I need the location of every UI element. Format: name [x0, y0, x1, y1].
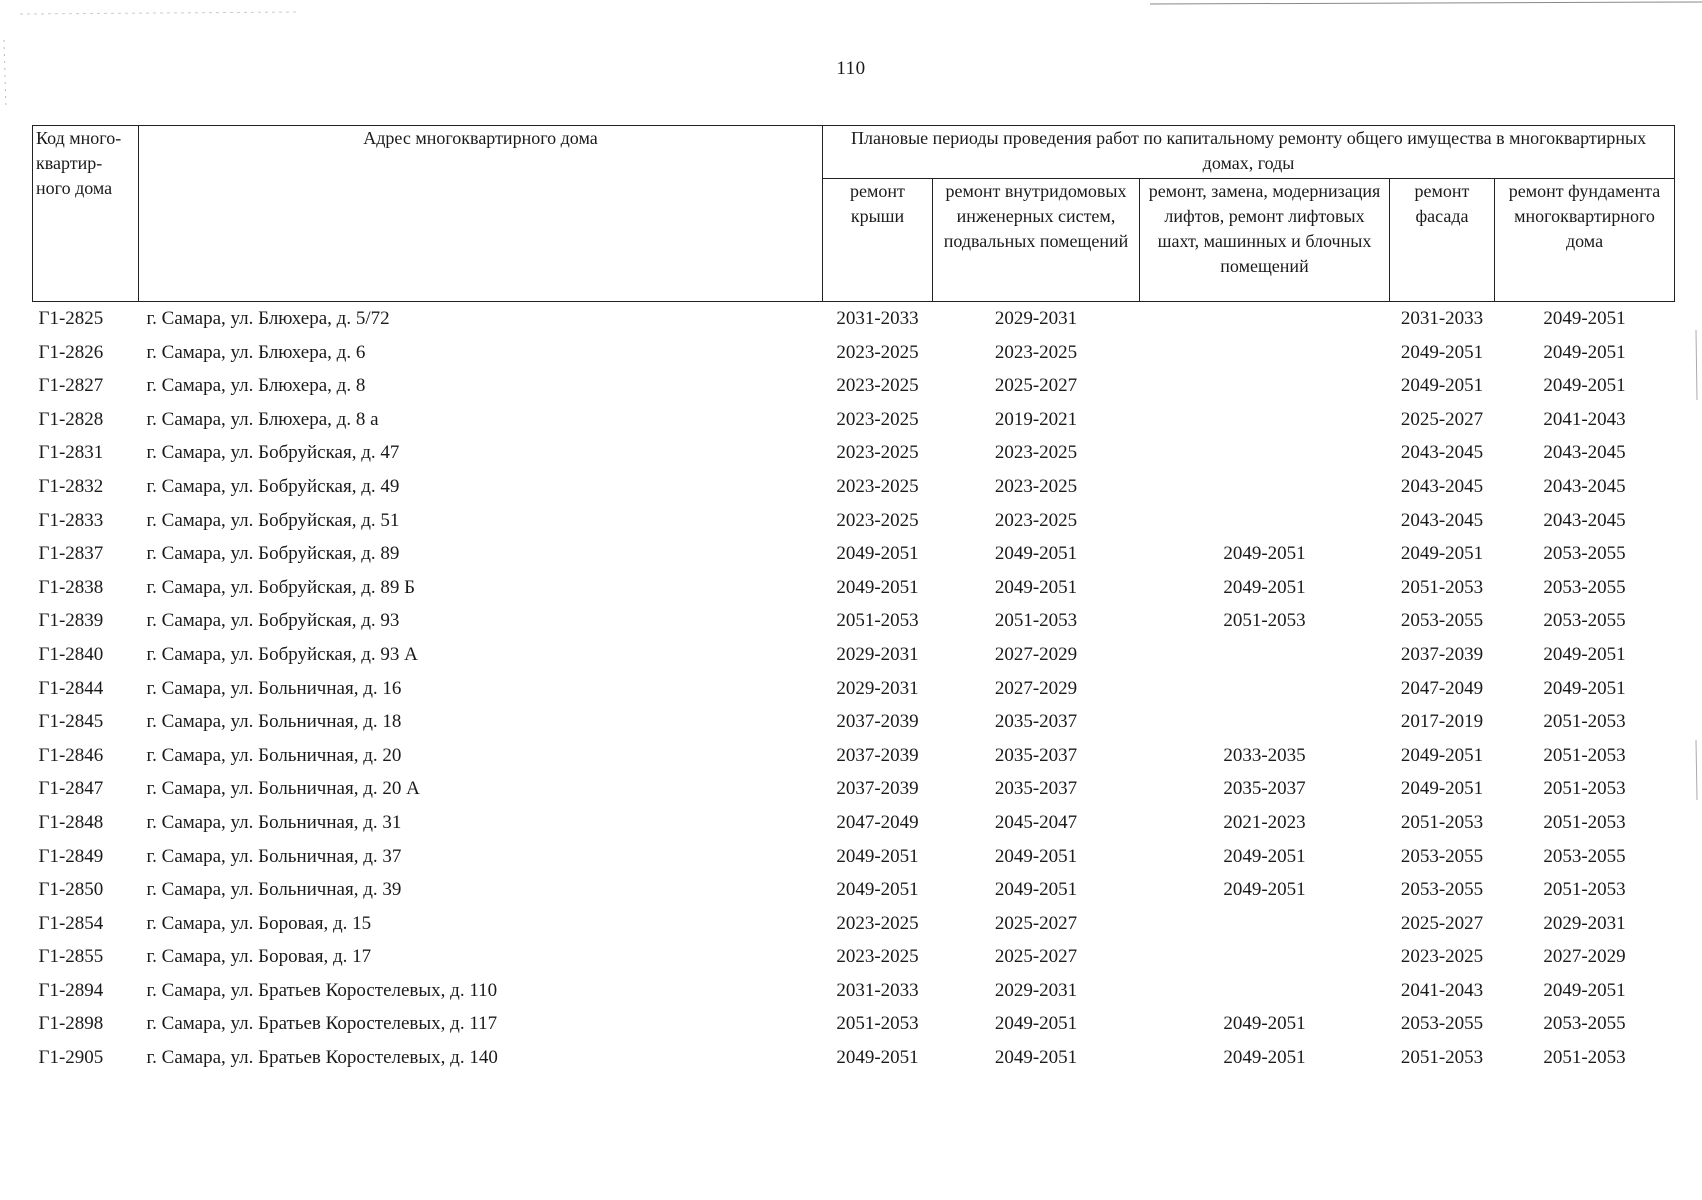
cell-facade: 2025-2027: [1400, 912, 1484, 934]
cell-roof: 2023-2025: [836, 442, 919, 464]
cell-roof: 2037-2039: [836, 778, 919, 800]
cell-facade: 2053-2055: [1400, 879, 1484, 901]
cell-engineering: 2023-2025: [994, 442, 1078, 464]
cell-roof: 2051-2053: [836, 1013, 919, 1035]
cell-engineering: 2049-2051: [994, 576, 1078, 598]
cell-address: г. Самара, ул. Братьев Коростелевых, д. 140: [146, 1047, 498, 1069]
cell-roof: 2023-2025: [836, 509, 919, 531]
cell-elevators: [1140, 302, 1390, 336]
cell-foundation: 2053-2055: [1543, 543, 1626, 565]
cell-facade: 2053-2055: [1400, 1013, 1484, 1035]
cell-foundation: 2049-2051: [1543, 643, 1626, 665]
cell-facade: 2049-2051: [1400, 375, 1484, 397]
cell-elevators: [1140, 705, 1390, 739]
cell-address: г. Самара, ул. Больничная, д. 31: [146, 811, 402, 833]
cell-roof: 2023-2025: [836, 408, 919, 430]
table-row: [33, 705, 1675, 739]
header-engineering: ремонт внутридомовых инженерных систем, подвальных помещений: [933, 179, 1140, 302]
cell-facade: 2051-2053: [1400, 1047, 1484, 1069]
cell-engineering: 2027-2029: [994, 643, 1078, 665]
cell-roof: 2023-2025: [836, 946, 919, 968]
cell-address: г. Самара, ул. Больничная, д. 18: [146, 711, 402, 733]
cell-foundation: 2051-2053: [1543, 811, 1626, 833]
table-row: [33, 302, 1675, 336]
cell-elevators: [1140, 504, 1390, 538]
cell-foundation: 2043-2045: [1543, 509, 1626, 531]
cell-code: Г1-2855: [38, 946, 104, 968]
cell-roof: 2037-2039: [836, 744, 919, 766]
cell-code: Г1-2828: [38, 408, 104, 430]
cell-facade: 2051-2053: [1400, 811, 1484, 833]
cell-code: Г1-2844: [38, 677, 104, 699]
cell-engineering: 2029-2031: [994, 308, 1078, 329]
table-row: [33, 739, 1675, 773]
cell-address: г. Самара, ул. Бобруйская, д. 51: [146, 509, 400, 531]
cell-code: Г1-2839: [38, 610, 104, 632]
table-body: [33, 302, 1675, 1075]
header-code: Код много-квартир-ного дома: [33, 126, 139, 302]
table-row: [33, 403, 1675, 437]
cell-facade: 2053-2055: [1400, 610, 1484, 632]
cell-facade: 2049-2051: [1400, 341, 1484, 363]
cell-engineering: 2023-2025: [994, 509, 1078, 531]
table-header: [33, 126, 1675, 302]
cell-elevators: 2033-2035: [1223, 744, 1306, 766]
cell-address: г. Самара, ул. Бобруйская, д. 89 Б: [146, 576, 416, 598]
cell-foundation: 2049-2051: [1543, 308, 1626, 329]
cell-elevators: 2049-2051: [1223, 543, 1306, 565]
table-row: [33, 336, 1675, 370]
cell-foundation: 2053-2055: [1543, 576, 1626, 598]
cell-facade: 2023-2025: [1400, 946, 1484, 968]
cell-foundation: 2051-2053: [1543, 711, 1626, 733]
cell-foundation: 2051-2053: [1543, 778, 1626, 800]
table-row: [33, 940, 1675, 974]
table-row: [33, 873, 1675, 907]
cell-foundation: 2053-2055: [1543, 610, 1626, 632]
cell-engineering: 2049-2051: [994, 1047, 1078, 1069]
cell-foundation: 2049-2051: [1543, 979, 1626, 1001]
cell-engineering: 2051-2053: [994, 610, 1078, 632]
cell-foundation: 2051-2053: [1543, 1047, 1626, 1069]
cell-roof: 2031-2033: [836, 979, 919, 1001]
cell-code: Г1-2833: [38, 509, 104, 531]
cell-code: Г1-2848: [38, 811, 104, 833]
page-number: 110: [836, 58, 866, 79]
cell-elevators: [1140, 940, 1390, 974]
header-planned-periods: Плановые периоды проведения работ по капитальному ремонту общего имущества в многоквартирных домах, годы: [823, 126, 1675, 179]
cell-code: Г1-2894: [38, 979, 104, 1001]
cell-roof: 2049-2051: [836, 543, 919, 565]
cell-foundation: 2053-2055: [1543, 1013, 1626, 1035]
cell-facade: 2049-2051: [1400, 744, 1484, 766]
cell-roof: 2023-2025: [836, 912, 919, 934]
cell-elevators: [1140, 672, 1390, 706]
header-elevators: ремонт, замена, модернизация лифтов, ремонт лифтовых шахт, машинных и блочных помещений: [1140, 179, 1390, 302]
cell-engineering: 2025-2027: [994, 912, 1078, 934]
table-row: [33, 672, 1675, 706]
cell-address: г. Самара, ул. Больничная, д. 39: [146, 879, 402, 901]
cell-facade: 2037-2039: [1400, 643, 1484, 665]
cell-facade: 2025-2027: [1400, 408, 1484, 430]
cell-roof: 2023-2025: [836, 341, 919, 363]
table-row: [33, 604, 1675, 638]
cell-address: г. Самара, ул. Больничная, д. 20 А: [146, 778, 420, 800]
cell-facade: 2049-2051: [1400, 543, 1484, 565]
cell-address: г. Самара, ул. Бобруйская, д. 89: [146, 543, 400, 565]
table-row: [33, 571, 1675, 605]
table-row: [33, 1007, 1675, 1041]
cell-engineering: 2049-2051: [994, 543, 1078, 565]
cell-elevators: 2021-2023: [1223, 811, 1306, 833]
table-row: [33, 840, 1675, 874]
cell-code: Г1-2838: [38, 576, 104, 598]
cell-engineering: 2023-2025: [994, 475, 1078, 497]
table-row: [33, 806, 1675, 840]
cell-elevators: [1140, 336, 1390, 370]
cell-address: г. Самара, ул. Больничная, д. 37: [146, 845, 402, 867]
cell-code: Г1-2854: [38, 912, 104, 934]
cell-elevators: [1140, 907, 1390, 941]
cell-engineering: 2035-2037: [994, 778, 1078, 800]
cell-address: г. Самара, ул. Блюхера, д. 8 а: [146, 408, 379, 430]
cell-foundation: 2027-2029: [1543, 946, 1626, 968]
cell-code: Г1-2827: [38, 375, 104, 397]
cell-engineering: 2049-2051: [994, 1013, 1078, 1035]
cell-code: Г1-2832: [38, 475, 104, 497]
cell-foundation: 2053-2055: [1543, 845, 1626, 867]
header-address: Адрес многоквартирного дома: [139, 126, 823, 302]
cell-foundation: 2049-2051: [1543, 375, 1626, 397]
table-row: [33, 537, 1675, 571]
cell-elevators: [1140, 436, 1390, 470]
cell-facade: 2017-2019: [1400, 711, 1484, 733]
cell-foundation: 2051-2053: [1543, 879, 1626, 901]
table-row: [33, 907, 1675, 941]
cell-facade: 2043-2045: [1400, 442, 1484, 464]
cell-code: Г1-2847: [38, 778, 104, 800]
table-row: [33, 470, 1675, 504]
cell-engineering: 2029-2031: [994, 979, 1078, 1001]
table-row: [33, 1041, 1675, 1075]
header-foundation: ремонт фундамента многоквартирного дома: [1495, 179, 1675, 302]
cell-engineering: 2019-2021: [994, 408, 1078, 430]
cell-code: Г1-2825: [38, 308, 104, 329]
cell-address: г. Самара, ул. Больничная, д. 20: [146, 744, 402, 766]
capital-repair-schedule-table: [32, 125, 1675, 1075]
cell-foundation: 2029-2031: [1543, 912, 1626, 934]
cell-roof: 2049-2051: [836, 1047, 919, 1069]
cell-roof: 2031-2033: [836, 308, 919, 329]
header-roof: ремонт крыши: [823, 179, 933, 302]
cell-elevators: [1140, 638, 1390, 672]
cell-elevators: [1140, 369, 1390, 403]
cell-facade: 2041-2043: [1400, 979, 1484, 1001]
cell-roof: 2051-2053: [836, 610, 919, 632]
cell-engineering: 2025-2027: [994, 375, 1078, 397]
cell-engineering: 2025-2027: [994, 946, 1078, 968]
cell-facade: 2049-2051: [1400, 778, 1484, 800]
cell-code: Г1-2898: [38, 1013, 104, 1035]
cell-address: г. Самара, ул. Больничная, д. 16: [146, 677, 402, 699]
cell-roof: 2047-2049: [836, 811, 919, 833]
cell-facade: 2031-2033: [1400, 308, 1484, 329]
cell-address: г. Самара, ул. Боровая, д. 17: [146, 946, 372, 968]
table-row: [33, 772, 1675, 806]
cell-roof: 2049-2051: [836, 879, 919, 901]
cell-address: г. Самара, ул. Братьев Коростелевых, д. 110: [146, 979, 498, 1001]
cell-engineering: 2035-2037: [994, 744, 1078, 766]
cell-engineering: 2045-2047: [994, 811, 1078, 833]
cell-elevators: 2049-2051: [1223, 1013, 1306, 1035]
cell-roof: 2029-2031: [836, 677, 919, 699]
cell-address: г. Самара, ул. Блюхера, д. 5/72: [146, 308, 390, 329]
cell-elevators: 2049-2051: [1223, 845, 1306, 867]
cell-foundation: 2041-2043: [1543, 408, 1626, 430]
cell-facade: 2043-2045: [1400, 509, 1484, 531]
cell-elevators: 2049-2051: [1223, 1047, 1306, 1069]
cell-elevators: 2049-2051: [1223, 879, 1306, 901]
cell-roof: 2023-2025: [836, 475, 919, 497]
cell-address: г. Самара, ул. Бобруйская, д. 93 А: [146, 643, 418, 665]
cell-address: г. Самара, ул. Бобруйская, д. 93: [146, 610, 400, 632]
cell-elevators: 2051-2053: [1223, 610, 1306, 632]
cell-elevators: [1140, 470, 1390, 504]
cell-elevators: 2035-2037: [1223, 778, 1306, 800]
cell-code: Г1-2850: [38, 879, 104, 901]
cell-facade: 2047-2049: [1400, 677, 1484, 699]
cell-facade: 2043-2045: [1400, 475, 1484, 497]
cell-elevators: 2049-2051: [1223, 576, 1306, 598]
table-row: [33, 638, 1675, 672]
cell-code: Г1-2849: [38, 845, 104, 867]
cell-roof: 2037-2039: [836, 711, 919, 733]
cell-code: Г1-2826: [38, 341, 104, 363]
cell-facade: 2051-2053: [1400, 576, 1484, 598]
cell-roof: 2049-2051: [836, 576, 919, 598]
cell-foundation: 2051-2053: [1543, 744, 1626, 766]
table-row: [33, 974, 1675, 1008]
cell-address: г. Самара, ул. Блюхера, д. 6: [146, 341, 366, 363]
cell-code: Г1-2845: [38, 711, 104, 733]
cell-code: Г1-2837: [38, 543, 104, 565]
cell-code: Г1-2831: [38, 442, 104, 464]
cell-address: г. Самара, ул. Братьев Коростелевых, д. 117: [146, 1013, 498, 1035]
cell-address: г. Самара, ул. Бобруйская, д. 49: [146, 475, 400, 497]
cell-foundation: 2049-2051: [1543, 341, 1626, 363]
cell-foundation: 2043-2045: [1543, 442, 1626, 464]
cell-elevators: [1140, 403, 1390, 437]
cell-engineering: 2049-2051: [994, 879, 1078, 901]
cell-foundation: 2049-2051: [1543, 677, 1626, 699]
cell-roof: 2023-2025: [836, 375, 919, 397]
cell-engineering: 2027-2029: [994, 677, 1078, 699]
cell-engineering: 2035-2037: [994, 711, 1078, 733]
table-row: [33, 504, 1675, 538]
cell-address: г. Самара, ул. Блюхера, д. 8: [146, 375, 366, 397]
table-row: [33, 369, 1675, 403]
cell-engineering: 2049-2051: [994, 845, 1078, 867]
cell-address: г. Самара, ул. Бобруйская, д. 47: [146, 442, 400, 464]
cell-engineering: 2023-2025: [994, 341, 1078, 363]
cell-roof: 2049-2051: [836, 845, 919, 867]
cell-code: Г1-2840: [38, 643, 104, 665]
cell-elevators: [1140, 974, 1390, 1008]
table-row: [33, 436, 1675, 470]
cell-facade: 2053-2055: [1400, 845, 1484, 867]
cell-roof: 2029-2031: [836, 643, 919, 665]
header-facade: ремонт фасада: [1390, 179, 1495, 302]
cell-code: Г1-2846: [38, 744, 104, 766]
cell-address: г. Самара, ул. Боровая, д. 15: [146, 912, 372, 934]
cell-code: Г1-2905: [38, 1047, 104, 1069]
cell-foundation: 2043-2045: [1543, 475, 1626, 497]
